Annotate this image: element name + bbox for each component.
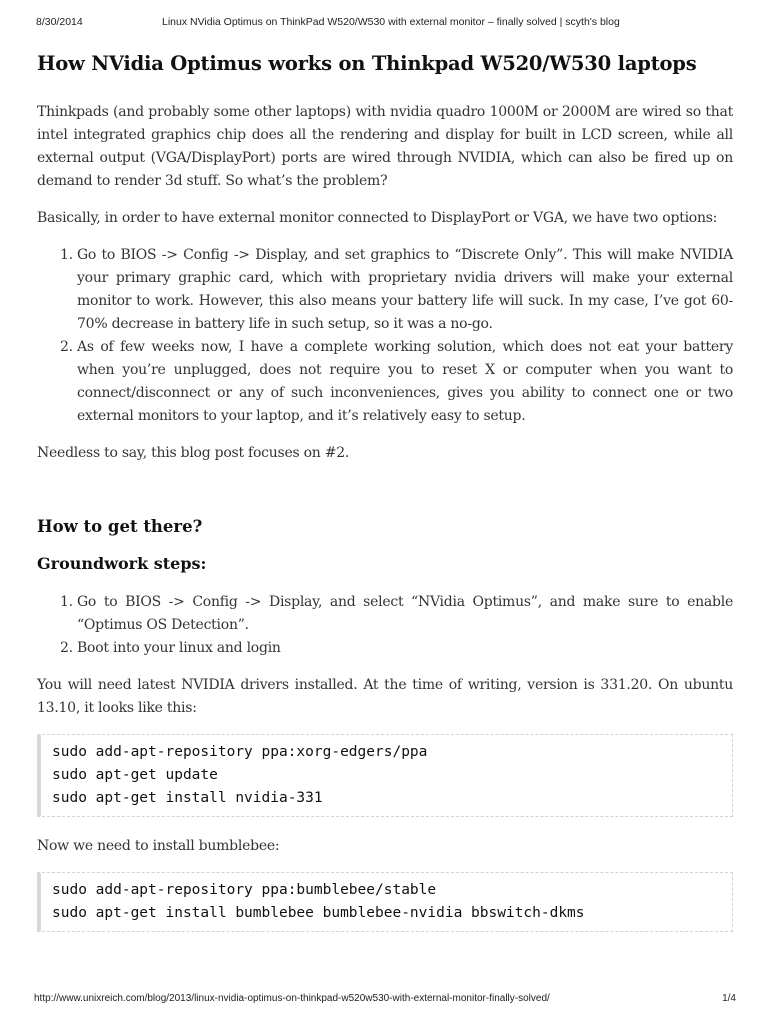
groundwork-steps-list (37, 591, 733, 660)
print-header (36, 16, 736, 30)
code-line: sudo apt-get install nvidia-331 (52, 790, 323, 806)
list-item: 2. Boot into your linux and login (77, 637, 733, 660)
print-footer (34, 993, 736, 1007)
list-item: 1. Go to BIOS -> Config -> Display, and select “NVidia Optimus”, and make sure to enable “Optimus OS Detection”. (77, 591, 733, 637)
drivers-paragraph: You will need latest NVIDIA drivers installed. At the time of writing, version is 331.20. On ubuntu 13.10, it looks like this: (37, 677, 733, 716)
how-to-heading: How to get there? (37, 517, 203, 536)
options-list (37, 244, 733, 428)
options-intro-paragraph: Basically, in order to have external monitor connected to DisplayPort or VGA, we have two options: (37, 210, 718, 226)
print-date: 8/30/2014 (36, 16, 83, 28)
list-item: 1. Go to BIOS -> Config -> Display, and set graphics to “Discrete Only”. This will make NVIDIA your primary graphic card, which with proprietary nvidia drivers will make your external monitor to work. However, this also means your battery life will suck. In my case, I’ve got 60-70% decrease in battery life in such setup, so it was a no-go. (77, 244, 733, 336)
code-line: sudo add-apt-repository ppa:xorg-edgers/ppa (52, 744, 428, 760)
bumblebee-paragraph: Now we need to install bumblebee: (37, 838, 280, 854)
print-page-title: Linux NVidia Optimus on ThinkPad W520/W530 with external monitor – finally solved | scyth's blog (162, 16, 620, 28)
page-number: 1/4 (722, 993, 736, 1004)
article-content (37, 48, 733, 950)
code-line: sudo apt-get install bumblebee bumblebee-nvidia bbswitch-dkms (52, 905, 585, 921)
code-block-bumblebee[interactable] (37, 872, 733, 932)
code-line: sudo add-apt-repository ppa:bumblebee/stable (52, 882, 437, 898)
code-line: sudo apt-get update (52, 767, 218, 783)
intro-paragraph: Thinkpads (and probably some other laptops) with nvidia quadro 1000M or 2000M are wired so that intel integrated graphics chip does all the rendering and display for built in LCD screen, while all external output (VGA/DisplayPort) ports are wired through NVIDIA, which can also be fired up on demand to render 3d stuff. So what’s the problem? (37, 104, 733, 189)
code-block-nvidia[interactable] (37, 734, 733, 817)
print-url: http://www.unixreich.com/blog/2013/linux-nvidia-optimus-on-thinkpad-w520w530-with-external-monitor-finally-solved/ (34, 993, 550, 1004)
needless-paragraph: Needless to say, this blog post focuses on #2. (37, 445, 350, 461)
groundwork-heading: Groundwork steps: (37, 554, 207, 573)
article-title: How NVidia Optimus works on Thinkpad W520/W530 laptops (37, 52, 697, 75)
list-item: 2. As of few weeks now, I have a complete working solution, which does not eat your battery when you’re unplugged, does not require you to reset X or computer when you want to connect/disconnect or any of such inconveniences, gives you ability to connect one or two external monitors to your laptop, and it’s relatively easy to setup. (77, 336, 733, 428)
